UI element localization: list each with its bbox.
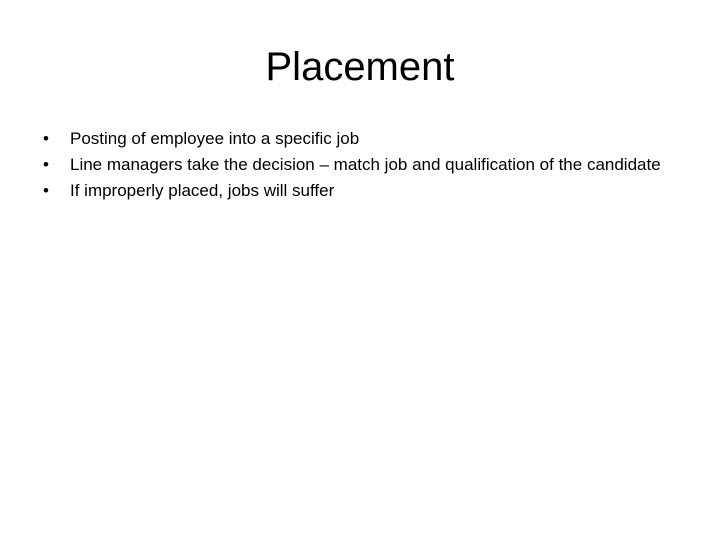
bullet-icon: • [43,129,49,148]
bullet-text: Line managers take the decision – match job and qualification of the candidate [70,155,661,174]
bullet-item [36,152,676,178]
bullet-icon: • [43,181,49,200]
bullet-list [36,126,676,204]
bullet-item [36,126,676,152]
bullet-icon: • [43,155,49,174]
bullet-text: If improperly placed, jobs will suffer [70,181,335,200]
bullet-item [36,178,676,204]
bullet-text: Posting of employee into a specific job [70,129,360,148]
slide-title: Placement [265,45,455,89]
